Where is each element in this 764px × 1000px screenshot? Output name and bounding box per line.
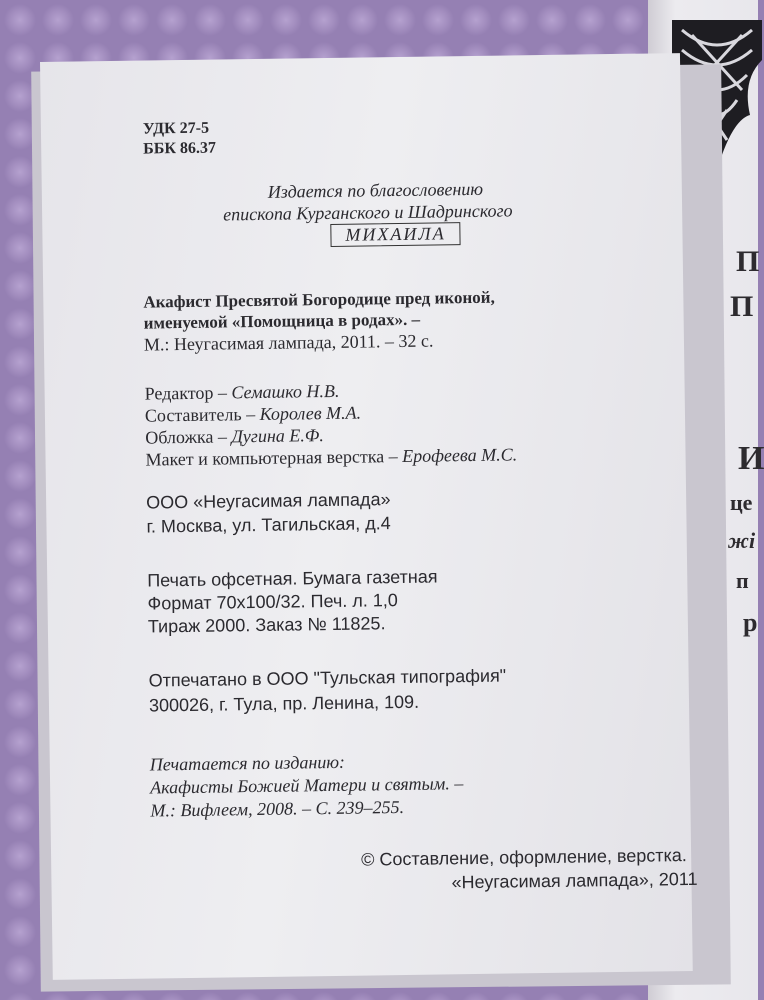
credit-role: Составитель bbox=[144, 404, 242, 426]
facing-page-letter: П bbox=[736, 245, 760, 278]
udk-code: УДК 27-5 bbox=[142, 119, 210, 138]
book-title-line-2: именуемой «Помощница в родах». – bbox=[143, 309, 421, 333]
copyright-line-2: «Неугасимая лампада», 2011 bbox=[451, 868, 698, 893]
source-publication: М.: Вифлеем, 2008. – С. 239–255. bbox=[150, 796, 405, 821]
bishop-name-box: МИХАИЛА bbox=[330, 222, 460, 247]
facing-page-letter: И bbox=[738, 440, 764, 477]
facing-page-letter: жі bbox=[728, 528, 756, 553]
print-specs-run: Тираж 2000. Заказ № 11825. bbox=[147, 613, 386, 637]
facing-page-letter: П bbox=[730, 290, 754, 323]
credit-separator: – bbox=[213, 426, 232, 447]
source-heading: Печатается по изданию: bbox=[149, 751, 346, 775]
blessing-line-1: Издается по благословению bbox=[267, 178, 484, 202]
imprint-page bbox=[40, 53, 698, 980]
credit-separator: – bbox=[241, 403, 260, 425]
blessing-line-2: епископа Курганского и Шадринского bbox=[223, 200, 513, 225]
credit-role: Макет и компьютерная верстка bbox=[145, 446, 385, 470]
credit-role: Редактор bbox=[144, 382, 214, 404]
credit-person: Королев М.А. bbox=[259, 402, 362, 424]
publisher-name: ООО «Неугасимая лампада» bbox=[146, 489, 391, 513]
credit-role: Обложка bbox=[145, 426, 214, 448]
facing-page-letter: п bbox=[736, 568, 749, 593]
credit-cover bbox=[145, 425, 324, 448]
credit-compiler bbox=[145, 403, 361, 427]
credit-person: Дугина Е.Ф. bbox=[231, 425, 324, 447]
facing-page-letter: р bbox=[743, 608, 758, 637]
facing-page-letter: це bbox=[730, 490, 753, 515]
printer-address: 300026, г. Тула, пр. Ленина, 109. bbox=[148, 691, 420, 716]
credit-layout bbox=[145, 444, 517, 470]
credit-separator: – bbox=[213, 382, 232, 403]
print-specs-format: Формат 70x100/32. Печ. л. 1,0 bbox=[147, 590, 398, 614]
bbk-code: ББК 86.37 bbox=[143, 139, 217, 158]
book-title-line-1: Акафист Пресвятой Богородице пред иконой, bbox=[143, 287, 495, 312]
copyright-line-1: © Составление, оформление, верстка. bbox=[361, 845, 687, 870]
publisher-address: г. Москва, ул. Тагильская, д.4 bbox=[146, 513, 391, 537]
credit-separator: – bbox=[384, 445, 403, 467]
publication-info: М.: Неугасимая лампада, 2011. – 32 с. bbox=[143, 330, 434, 355]
print-specs-paper: Печать офсетная. Бумага газетная bbox=[147, 566, 438, 591]
credit-person: Ерофеева М.С. bbox=[402, 444, 518, 466]
source-title: Акафисты Божией Матери и святым. – bbox=[150, 773, 464, 798]
printer-name: Отпечатано в ООО "Тульская типография" bbox=[148, 665, 507, 691]
credit-editor bbox=[145, 381, 340, 405]
credit-person: Семашко Н.В. bbox=[231, 380, 340, 403]
